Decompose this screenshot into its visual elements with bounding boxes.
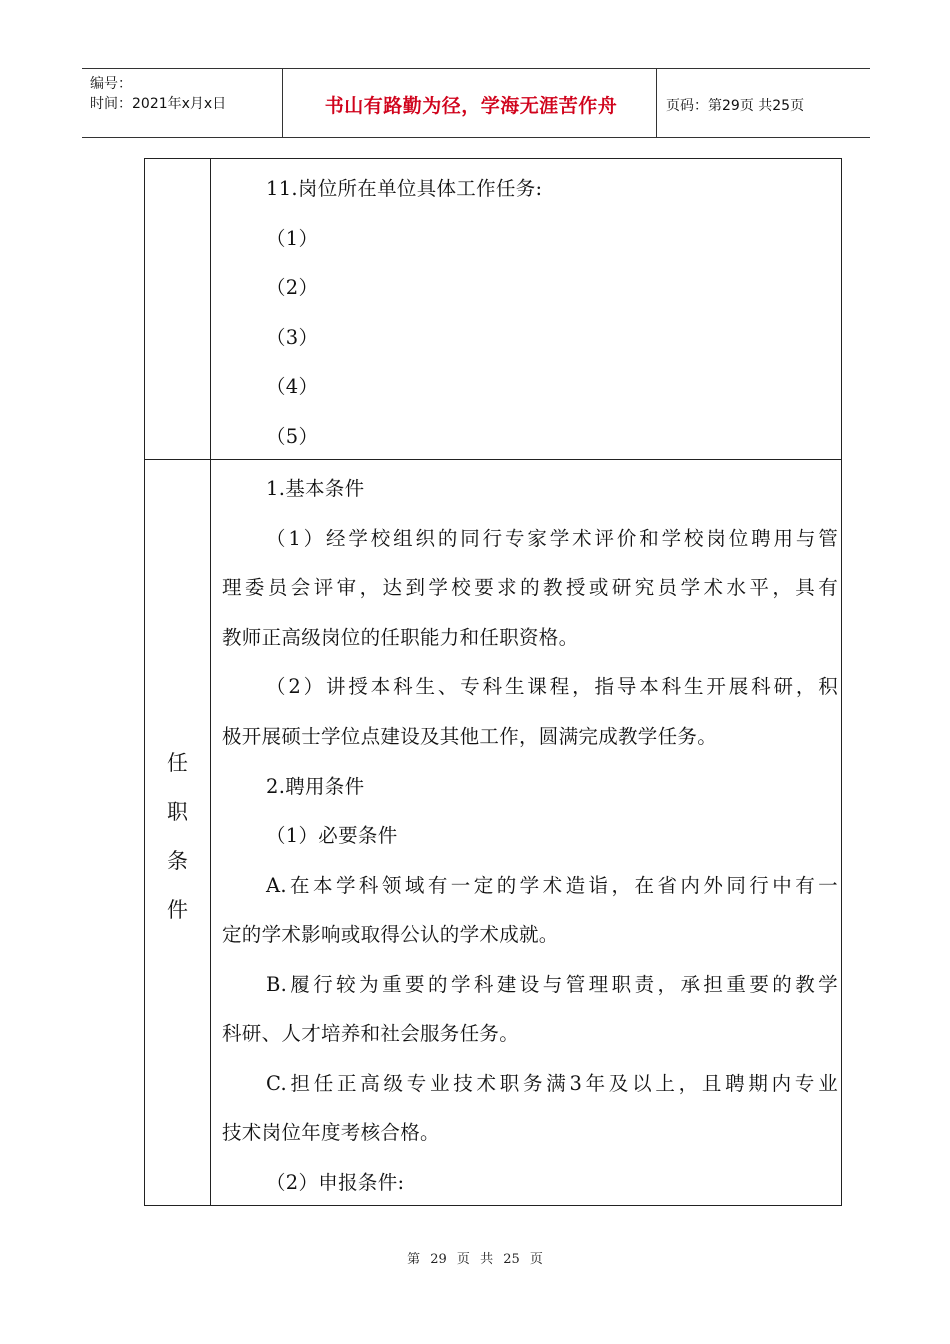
list-item: （1）: [266, 227, 319, 250]
paragraph-line: C.担任正高级专业技术职务满3年及以上，且聘期内专业: [266, 1072, 838, 1095]
paragraph-line: 科研、人才培养和社会服务任务。: [222, 1022, 520, 1045]
paragraph-line: 技术岗位年度考核合格。: [222, 1121, 440, 1144]
list-item: （5）: [266, 425, 319, 448]
paragraph-line: （2）讲授本科生、专科生课程，指导本科生开展科研，积: [266, 675, 838, 698]
header-divider: [656, 69, 657, 137]
paragraph-line: A.在本学科领域有一定的学术造诣，在省内外同行中有一: [266, 874, 838, 897]
section-heading: 2.聘用条件: [266, 775, 365, 798]
paragraph-line: （1）经学校组织的同行专家学术评价和学校岗位聘用与管: [266, 527, 838, 550]
job-requirements-table: [144, 158, 842, 1206]
section-heading: 11.岗位所在单位具体工作任务:: [266, 177, 543, 200]
page-footer: 第 29 页 共 25 页: [407, 1252, 543, 1267]
list-item: （4）: [266, 375, 319, 398]
qualification-label: [145, 739, 210, 935]
subsection-heading: （1）必要条件: [266, 824, 398, 847]
paragraph-line: 理委员会评审，达到学校要求的教授或研究员学术水平，具有: [222, 576, 838, 599]
header-page-info: 页码：第29页 共25页: [666, 98, 805, 114]
list-item: （3）: [266, 326, 319, 349]
section-heading: 1.基本条件: [266, 477, 365, 500]
paragraph-line: 教师正高级岗位的任职能力和任职资格。: [222, 626, 579, 649]
table-column-divider: [210, 159, 211, 1205]
label-char: 任: [167, 751, 188, 775]
header-divider: [282, 69, 283, 137]
paragraph-line: B.履行较为重要的学科建设与管理职责，承担重要的教学: [266, 973, 838, 996]
document-number-label: 编号：: [90, 76, 132, 92]
label-char: 件: [167, 898, 188, 922]
page-header: [82, 68, 870, 138]
list-item: （2）: [266, 276, 319, 299]
document-date-label: 时间：2021年x月x日: [90, 96, 227, 112]
paragraph-line: 极开展硕士学位点建设及其他工作，圆满完成教学任务。: [222, 725, 718, 748]
paragraph-line: 定的学术影响或取得公认的学术成就。: [222, 923, 559, 946]
subsection-heading: （2）申报条件:: [266, 1171, 405, 1194]
label-char: 职: [167, 800, 188, 824]
header-motto: 书山有路勤为径，学海无涯苦作舟: [324, 95, 618, 117]
label-char: 条: [167, 849, 188, 873]
table-row-divider: [145, 459, 841, 460]
